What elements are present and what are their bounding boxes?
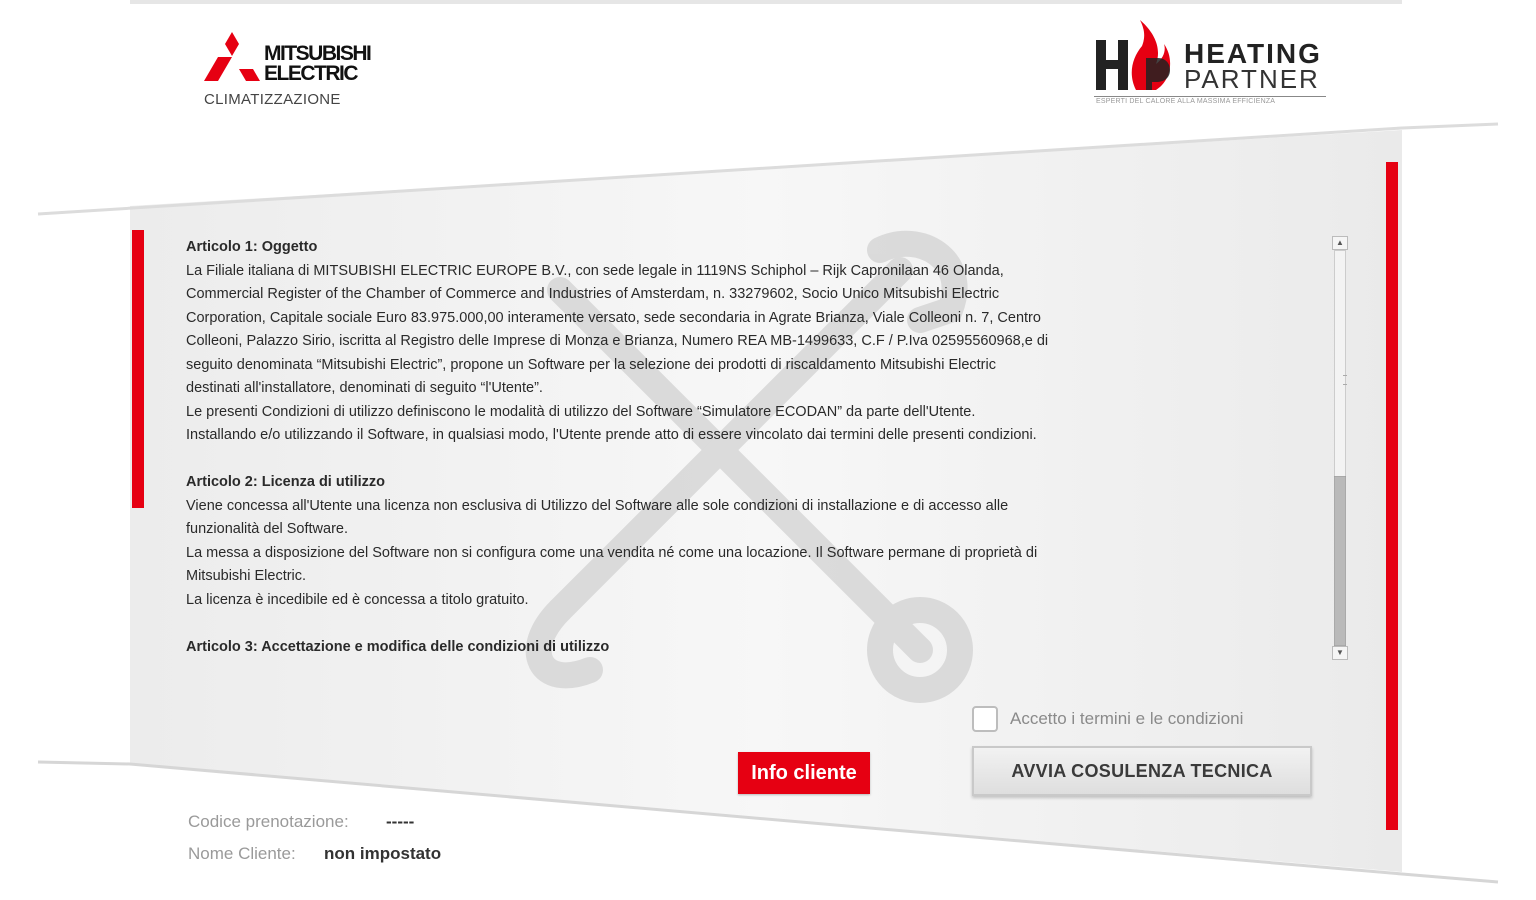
terms-section-2 (186, 471, 1286, 612)
scrollbar-grip (1343, 375, 1347, 385)
terms-line: Le presenti Condizioni di utilizzo definiscono le modalità di utilizzo del Software “Simulatore ECODAN” da parte dell'Utente. (186, 403, 976, 420)
terms-section-3 (186, 636, 1286, 660)
terms-line: Viene concessa all'Utente una licenza non esclusiva di Utilizzo del Software alle sole condizioni di installazione e di accesso alle (186, 497, 1009, 514)
triangle-up-icon[interactable]: ▲ (1332, 236, 1348, 250)
terms-line: destinati all'installatore, denominati di seguito “l'Utente”. (186, 380, 543, 396)
brand-subtitle: CLIMATIZZAZIONE (204, 91, 341, 108)
booking-code-value: ----- (386, 812, 415, 831)
section-heading: Articolo 3: Accettazione e modifica delle condizioni di utilizzo (186, 638, 610, 655)
terms-line: La Filiale italiana di MITSUBISHI ELECTRIC EUROPE B.V., con sede legale in 1119NS Schiphol – Rijk Capronilaan 46 Olanda, (186, 262, 1004, 279)
terms-text-area[interactable] (186, 236, 1286, 660)
terms-line: La messa a disposizione del Software non si configura come una vendita né come una locazione. Il Software permane di proprietà di (186, 544, 1038, 561)
terms-line: La licenza è incedibile ed è concessa a titolo gratuito. (186, 591, 529, 608)
section-heading: Articolo 2: Licenza di utilizzo (186, 474, 385, 490)
terms-line: Commercial Register of the Chamber of Commerce and Industries of Amsterdam, n. 33279602, Socio Unico Mitsubishi Electric (186, 286, 1000, 302)
brand-tagline: ESPERTI DEL CALORE ALLA MASSIMA EFFICIENZA (1096, 98, 1276, 105)
accent-bar-left (132, 230, 144, 508)
terms-line: funzionalità del Software. (186, 521, 349, 537)
scrollbar-thumb[interactable] (1334, 476, 1346, 646)
section-heading: Articolo 1: Oggetto (186, 239, 318, 255)
booking-code-label: Codice prenotazione: (188, 812, 349, 831)
terms-line: Colleoni, Palazzo Sirio, iscritta al Registro delle Imprese di Monza e Brianza, Numero REA MB-1499633, C.F / P.Iva 02595560968,e di (186, 333, 1049, 349)
accept-terms-row[interactable] (972, 704, 1243, 734)
booking-code-row (188, 812, 415, 832)
avvia-consulenza-button[interactable]: AVVIA COSULENZA TECNICA (972, 746, 1312, 796)
client-name-value: non impostato (324, 844, 442, 863)
mitsubishi-wordmark: MITSUBISHI ELECTRIC (264, 42, 371, 85)
terms-line: seguito denominata “Mitsubishi Electric”, propone un Software per la selezione dei prodotti di riscaldamento Mitsubishi Electric (186, 356, 996, 373)
terms-line: Installando e/o utilizzando il Software, in qualsiasi modo, l'Utente prende atto di essere vincolato dai termini delle presenti condizioni. (186, 427, 1037, 443)
client-name-label: Nome Cliente: (188, 844, 296, 863)
terms-section-1 (186, 236, 1286, 448)
heating-word: HEATING (1184, 38, 1322, 69)
partner-word: PARTNER (1184, 64, 1320, 94)
triangle-down-icon[interactable]: ▼ (1332, 646, 1348, 660)
accept-terms-label[interactable]: Accetto i termini e le condizioni (1010, 709, 1244, 728)
terms-line: Mitsubishi Electric. (186, 568, 307, 584)
client-name-row (188, 844, 442, 864)
terms-line: Corporation, Capitale sociale Euro 83.975.000,00 interamente versato, sede secondaria in Agrate Brianza, Viale Colleoni n. 7, Centro (186, 309, 1041, 326)
info-cliente-button[interactable]: Info cliente (738, 752, 870, 794)
accept-terms-checkbox[interactable] (972, 706, 998, 732)
accent-bar-right (1386, 162, 1398, 830)
